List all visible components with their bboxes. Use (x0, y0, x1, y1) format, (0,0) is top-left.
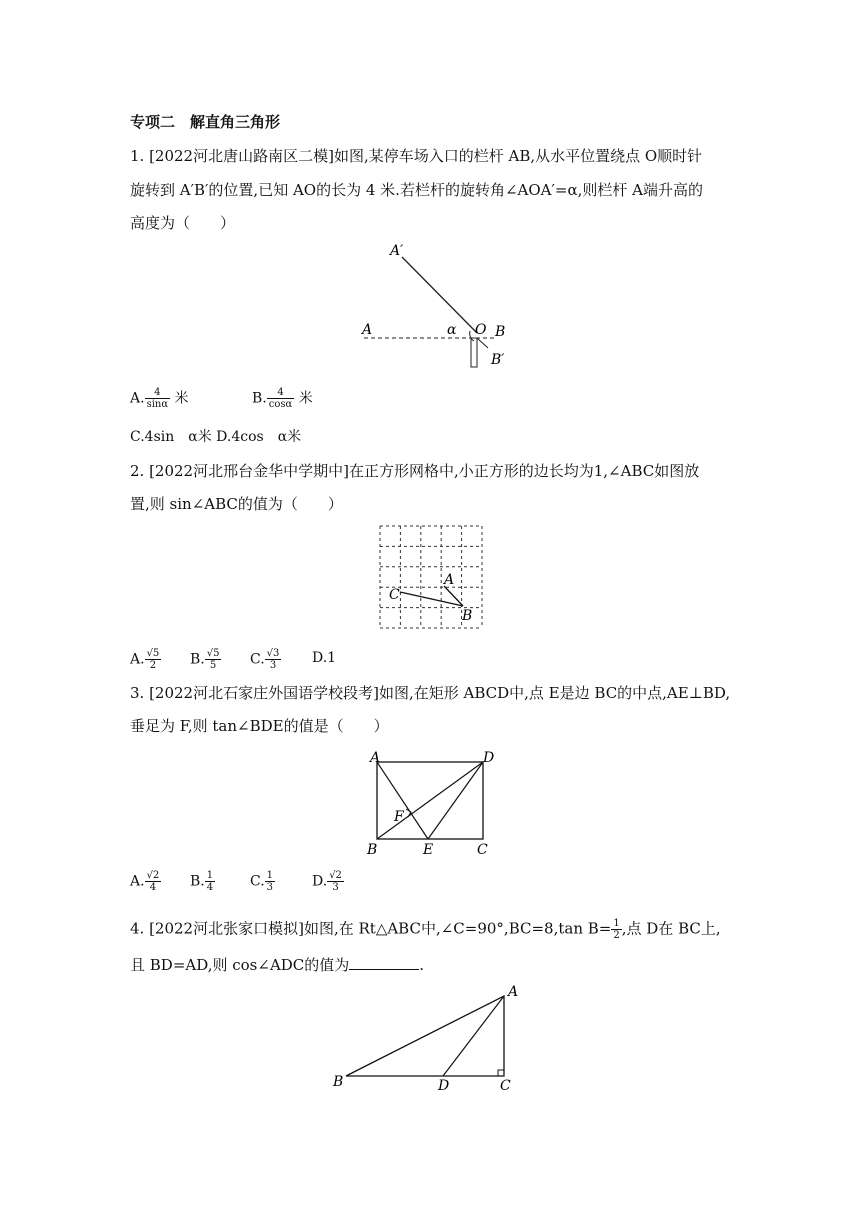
q1-rotated-bar (402, 257, 477, 333)
q2-grid-figure (376, 522, 488, 634)
q1-option-a-fraction: $\frac{4}{\sin\alpha}$ (146, 387, 169, 410)
q4-label-A: A (508, 984, 519, 1000)
q1-option-b: B. $\frac{4}{\cos\alpha}$ 米 (252, 387, 313, 410)
q1-options-cd: C.4sin α米 D.4cos α米 (130, 429, 302, 445)
q3-option-c: C. $\frac{1}{3}$ (250, 870, 274, 893)
q4-line2: 且 BD=AD,则 cos∠ADC的值为 . (130, 956, 425, 974)
q1-option-a: A. $\frac{4}{\sin\alpha}$ 米 (130, 387, 189, 410)
q4-line1: 4. [2022河北张家口模拟]如图,在 Rt△ABC中,∠C=90°,BC=8,tan B= $\frac{1}{2}$ ,点 D在 BC上, (130, 918, 721, 941)
q2-option-c: C. $\frac{√3}{3}$ (250, 648, 280, 671)
q2-line1: 2. [2022河北邢台金华中学期中]在正方形网格中,小正方形的边长均为1,∠ABC如图放 (130, 462, 700, 480)
q1-label-alpha: α (447, 322, 457, 338)
q4-triangle-figure (326, 982, 526, 1094)
q1-label-A-prime: A′ (390, 243, 404, 259)
q4-label-C: C (500, 1078, 511, 1094)
q4-label-B: B (333, 1074, 344, 1090)
q2-segment-CB (400, 592, 463, 606)
q4-segment-AD (443, 996, 504, 1076)
q1-label-B-prime: B′ (491, 352, 505, 368)
q3-option-b: B. $\frac{1}{4}$ (190, 870, 214, 893)
q1-label-A: A (362, 322, 373, 338)
q3-label-B: B (367, 842, 378, 858)
q3-line2: 垂足为 F,则 tan∠BDE的值是（ ） (130, 717, 389, 735)
q3-label-F: F (394, 809, 404, 825)
q1-option-b-fraction: $\frac{4}{\cos\alpha}$ (268, 387, 293, 410)
q3-segment-AE (377, 762, 428, 839)
q2-label-B: B (462, 608, 473, 624)
q3-option-d: D. $\frac{√2}{3}$ (312, 870, 342, 893)
q3-label-C: C (477, 842, 488, 858)
q4-answer-blank[interactable] (349, 955, 419, 970)
q3-line1: 3. [2022河北石家庄外国语学校段考]如图,在矩形 ABCD中,点 E是边 BC的中点,AE⊥BD, (130, 684, 731, 702)
q4-label-D: D (438, 1078, 450, 1094)
q1-bar-B-prime (477, 338, 488, 348)
q3-label-E: E (423, 842, 434, 858)
q3-segment-DE (428, 762, 483, 839)
q2-option-d: D.1 (312, 650, 337, 666)
q3-option-a: A. $\frac{√2}{4}$ (130, 870, 160, 893)
q4-triangle-ABC (346, 996, 504, 1076)
q4-tan-fraction: $\frac{1}{2}$ (613, 918, 620, 941)
q2-line2: 置,则 sin∠ABC的值为（ ） (130, 495, 343, 513)
q2-label-A: A (444, 572, 455, 588)
q2-option-b: B. $\frac{√5}{5}$ (190, 648, 220, 671)
section-title: 专项二 解直角三角形 (130, 113, 281, 131)
q3-diagonal-BD (377, 762, 483, 839)
q4-right-angle-mark (498, 1070, 504, 1076)
q3-label-D: D (483, 750, 495, 766)
q1-figure (350, 238, 530, 370)
q1-label-B: B (495, 324, 506, 340)
q1-angle-arc (470, 331, 474, 341)
q1-line3: 高度为（ ） (130, 214, 236, 232)
q1-line2: 旋转到 A′B′的位置,已知 AO的长为 4 米.若栏杆的旋转角∠AOA′=α,则栏杆 A端升高的 (130, 181, 703, 199)
q2-option-a: A. $\frac{√5}{2}$ (130, 648, 160, 671)
q3-right-angle-mark (406, 809, 411, 817)
q1-label-O: O (475, 322, 487, 338)
q3-label-A: A (370, 750, 381, 766)
q1-line1: 1. [2022河北唐山路南区二模]如图,某停车场入口的栏杆 AB,从水平位置绕点 O顺时针 (130, 147, 703, 165)
q3-rectangle-figure (362, 750, 502, 860)
q1-post (471, 338, 477, 367)
q2-label-C: C (389, 587, 400, 603)
